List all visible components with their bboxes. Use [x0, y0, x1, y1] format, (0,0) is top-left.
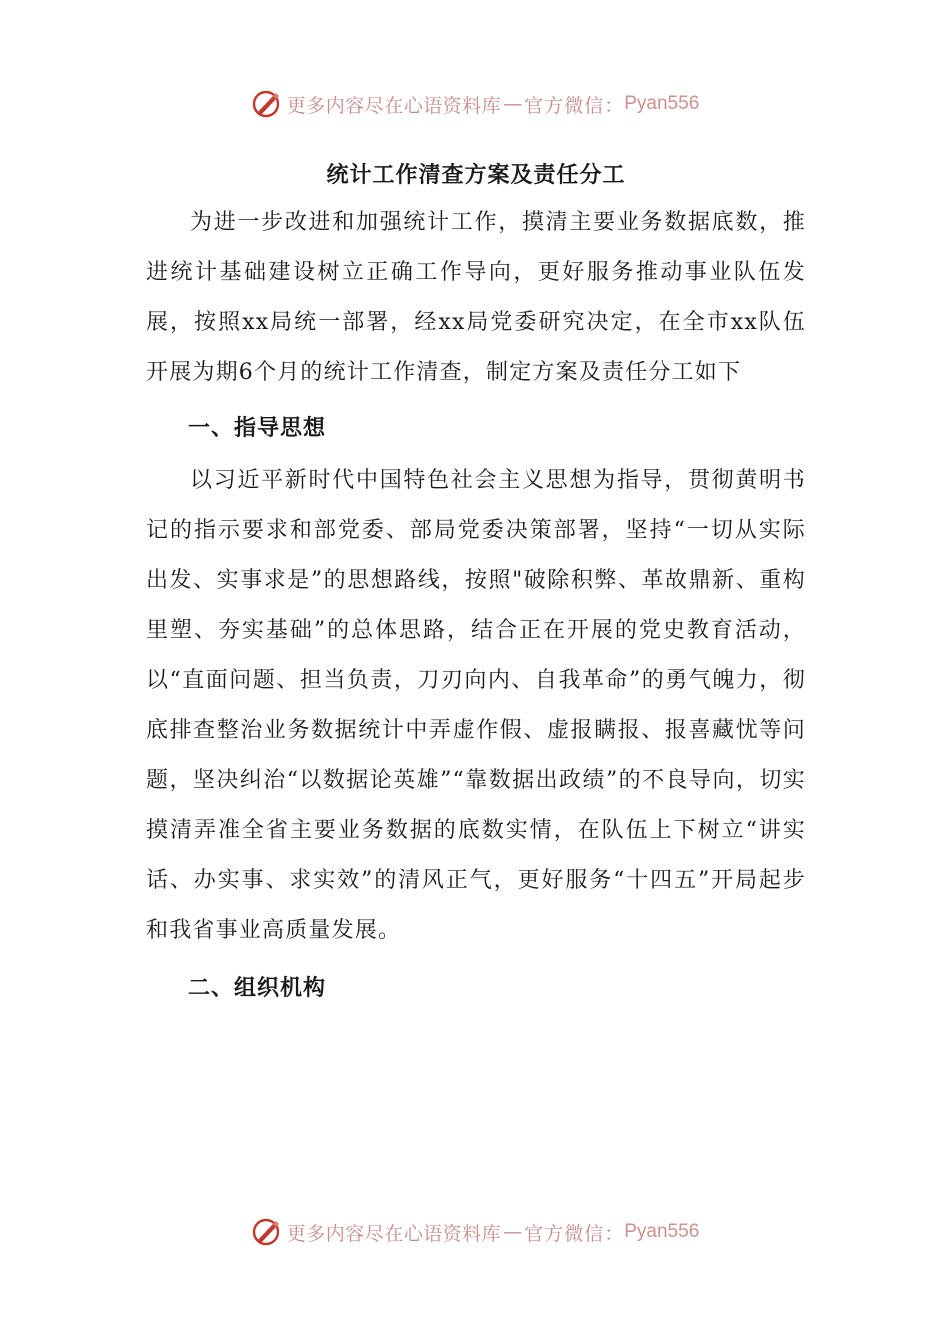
watermark-official-label: 官方微信： [524, 94, 625, 117]
watermark-text: 更多内容尽在心语资料库 [286, 94, 502, 117]
watermark-wechat-id: Pyan556 [624, 1221, 700, 1242]
pen-logo-icon [251, 1217, 281, 1247]
watermark-wechat-id: Pyan556 [624, 93, 700, 114]
pen-logo-icon [251, 89, 281, 119]
intro-paragraph: 为进一步改进和加强统计工作，摸清主要业务数据底数，推进统计基础建设树立正确工作导向，更好服务推动事业队伍发展，按照xx局统一部署，经xx局党委研究决定，在全市xx队伍开展为期6个月的统计工作清查，制定方案及责任分工如下 [146, 210, 806, 385]
section-heading-organization: 二、组织机构 [188, 976, 327, 1001]
section-heading-guiding-thought: 一、指导思想 [188, 416, 327, 441]
document-title: 统计工作清查方案及责任分工 [326, 163, 626, 188]
watermark-dash: — [503, 1221, 523, 1243]
document-body [146, 154, 806, 1016]
section-paragraph-guiding-thought: 以习近平新时代中国特色社会主义思想为指导，贯彻黄明书记的指示要求和部党委、部局党委决策部署，坚持“一切从实际出发、实事求是”的思想路线，按照"破除积弊、革故鼎新、重构里塑、夯实基础”的总体思路，结合正在开展的党史教育活动，以“直面问题、担当负责，刀刃向内、自我革命”的勇气魄力，彻底排查整治业务数据统计中弄虚作假、虚报瞒报、报喜藏忧等问题，坚决纠治“以数据论英雄”“靠数据出政绩”的不良导向，切实摸清弄准全省主要业务数据的底数实情，在队伍上下树立“讲实话、办实事、求实效”的清风正气，更好服务“十四五”开局起步和我省事业高质量发展。 [146, 468, 806, 943]
watermark-footer [0, 1212, 950, 1252]
watermark-official-label: 官方微信： [524, 1222, 625, 1245]
watermark-header [0, 84, 950, 124]
watermark-dash: — [503, 93, 523, 115]
watermark-text: 更多内容尽在心语资料库 [286, 1222, 502, 1245]
